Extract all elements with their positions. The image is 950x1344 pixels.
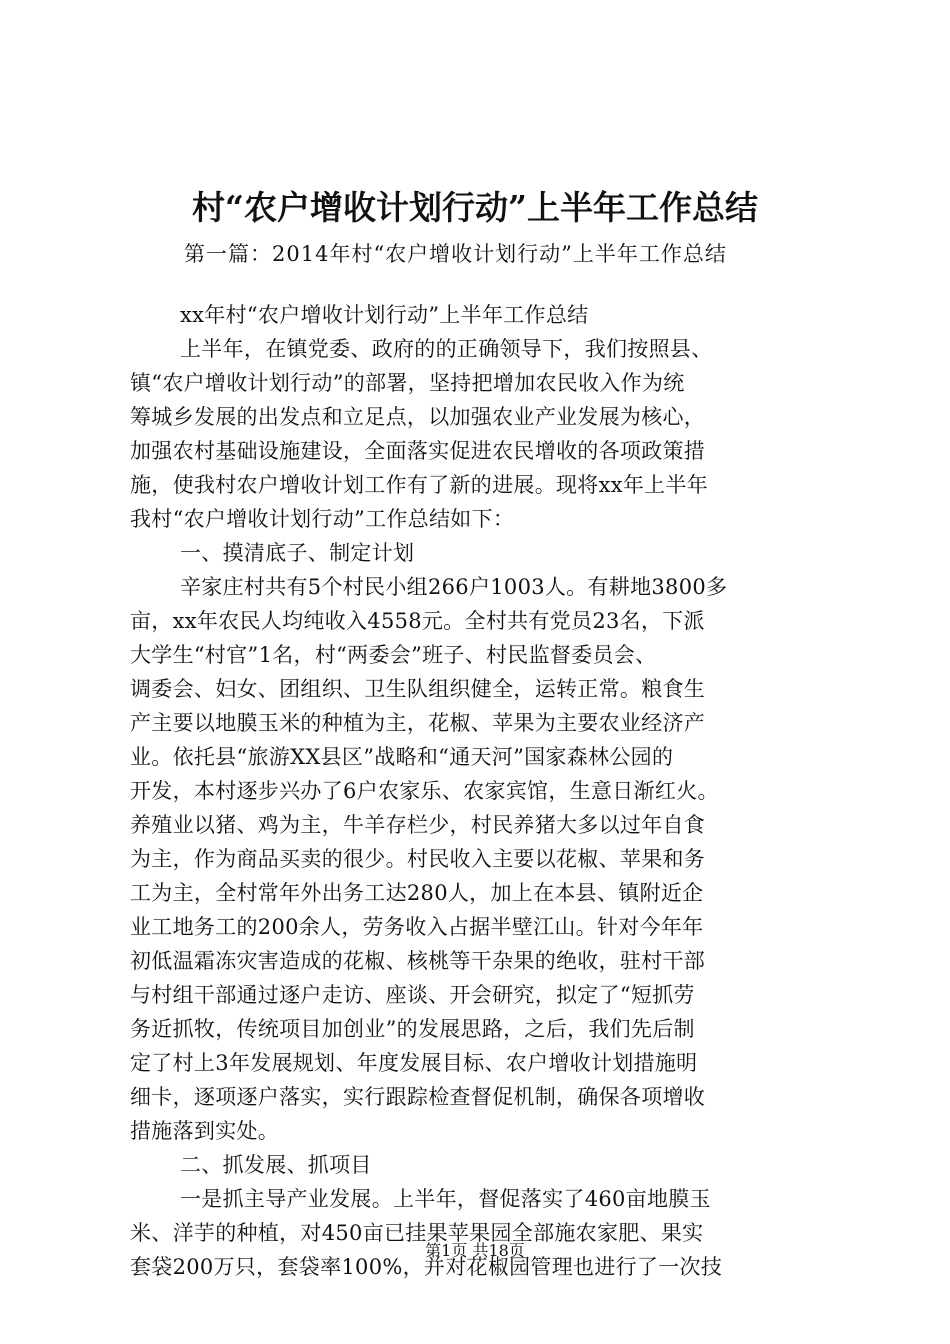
document-title: 村“农户增收计划行动”上半年工作总结 [192,188,758,227]
body-text-line: 大学生“村官”1名，村“两委会”班子、村民监督委员会、 [130,643,657,667]
body-text-line: 施，使我村农户增收计划工作有了新的进展。现将xx年上半年 [130,473,709,497]
body-text-line: 业。依托县“旅游XX县区”战略和“通天河”国家森林公园的 [130,745,674,769]
body-text-line: 工为主，全村常年外出务工达280人，加上在本县、镇附近企 [130,881,704,905]
body-text-line: 与村组干部通过逐户走访、座谈、开会研究，拟定了“短抓劳 [130,983,695,1007]
body-text-line: 加强农村基础设施建设，全面落实促进农民增收的各项政策措 [130,439,706,463]
body-text-line: 初低温霜冻灾害造成的花椒、核桃等干杂果的绝收，驻村干部 [130,949,706,973]
body-text-line: 细卡，逐项逐户落实，实行跟踪检查督促机制，确保各项增收 [130,1085,706,1109]
body-text-line: 一、摸清底子、制定计划 [180,541,415,565]
body-text-line: 务近抓牧，传统项目加创业”的发展思路，之后，我们先后制 [130,1017,695,1041]
body-text-line: 措施落到实处。 [130,1119,280,1143]
body-text-line: 业工地务工的200余人，劳务收入占据半壁江山。针对今年年 [130,915,704,939]
body-text-line: xx年村“农户增收计划行动”上半年工作总结 [180,303,589,327]
body-text-line: 养殖业以猪、鸡为主，牛羊存栏少，村民养猪大多以过年自食 [130,813,706,837]
body-text-line: 辛家庄村共有5个村民小组266户1003人。有耕地3800多 [180,575,728,599]
body-text-line: 米、洋芋的种植，对450亩已挂果苹果园全部施农家肥、果实 [130,1221,704,1245]
body-text-line: 套袋200万只，套袋率100%，并对花椒园管理也进行了一次技 [130,1255,723,1279]
body-text-line: 调委会、妇女、团组织、卫生队组织健全，运转正常。粮食生 [130,677,706,701]
body-text-line: 开发，本村逐步兴办了6户农家乐、农家宾馆，生意日渐红火。 [130,779,719,803]
body-text-line: 镇“农户增收计划行动”的部署，坚持把增加农民收入作为统 [130,371,685,395]
body-text-line: 筹城乡发展的出发点和立足点，以加强农业产业发展为核心， [130,405,706,429]
page-footer: 第1页 共18页 [425,1241,525,1260]
document-body [130,298,830,1284]
body-text-line: 亩，xx年农民人均纯收入4558元。全村共有党员23名，下派 [130,609,705,633]
body-text-line: 一是抓主导产业发展。上半年，督促落实了460亩地膜玉 [180,1187,711,1211]
body-text-line: 产主要以地膜玉米的种植为主，花椒、苹果为主要农业经济产 [130,711,706,735]
body-text-line: 定了村上3年发展规划、年度发展目标、农户增收计划措施明 [130,1051,698,1075]
body-text-line: 为主，作为商品买卖的很少。村民收入主要以花椒、苹果和务 [130,847,706,871]
body-text-line: 二、抓发展、抓项目 [180,1153,372,1177]
document-subtitle: 第一篇：2014年村“农户增收计划行动”上半年工作总结 [184,242,727,266]
body-text-line: 我村“农户增收计划行动”工作总结如下： [130,507,515,531]
body-text-line: 上半年，在镇党委、政府的的正确领导下，我们按照县、 [180,337,713,361]
